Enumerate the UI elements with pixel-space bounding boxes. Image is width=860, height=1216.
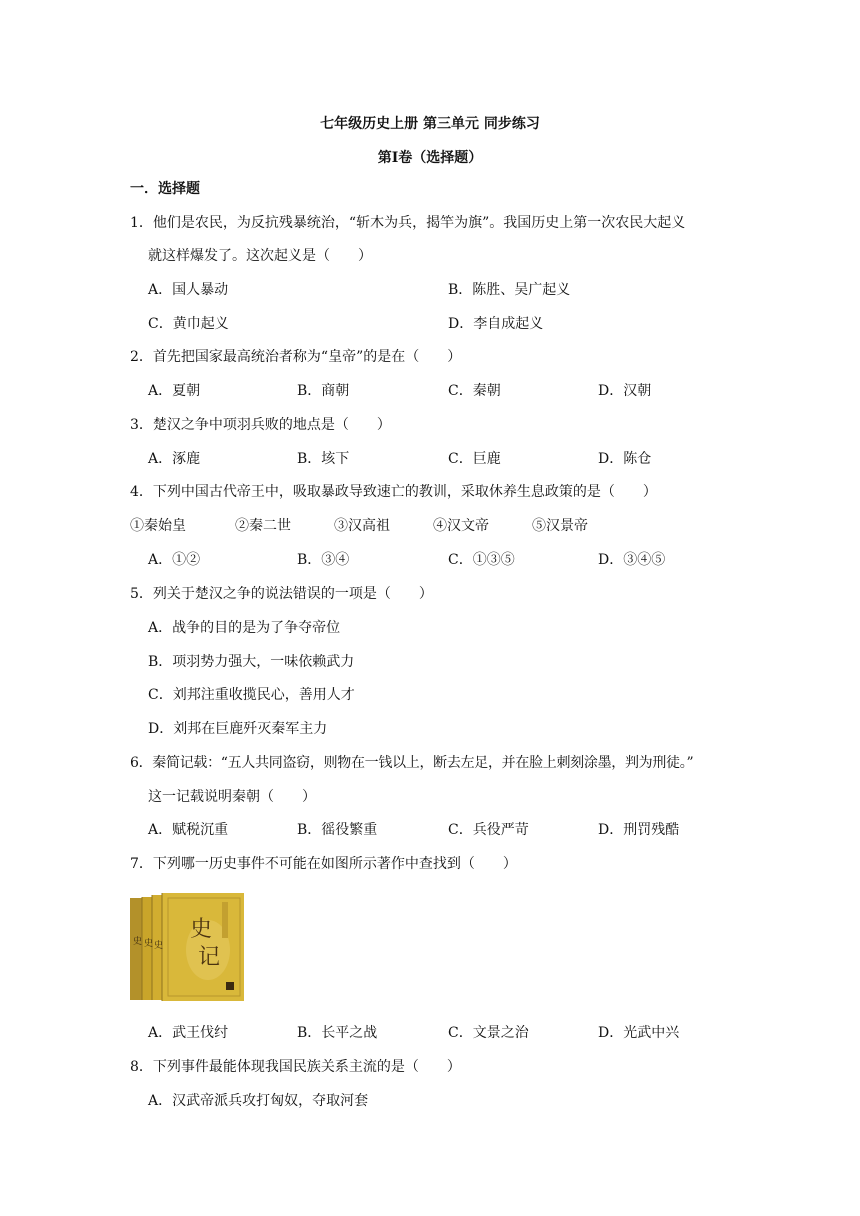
question-4-option-a[interactable]: A．①② [148, 552, 201, 568]
question-6-option-d[interactable]: D．刑罚残酷 [598, 822, 680, 838]
svg-text:史: 史 [133, 937, 143, 947]
question-7-stem: 7．下列哪一历史事件不可能在如图所示著作中查找到（ ） [130, 856, 517, 872]
volume-heading: 第Ⅰ卷（选择题） [377, 150, 483, 166]
question-4-item-2: ②秦二世 [235, 518, 291, 534]
question-4-item-5: ⑤汉景帝 [532, 518, 588, 534]
question-1-stem-cont: 就这样爆发了。这次起义是（ ） [148, 248, 372, 264]
question-5-option-d[interactable]: D．刘邦在巨鹿歼灭秦军主力 [148, 721, 328, 737]
question-2-option-a[interactable]: A．夏朝 [148, 383, 201, 399]
question-4-option-c[interactable]: C．①③⑤ [448, 552, 515, 568]
question-5-stem: 5．列关于楚汉之争的说法错误的一项是（ ） [130, 586, 433, 602]
question-7-option-b[interactable]: B．长平之战 [297, 1025, 378, 1041]
question-6-option-b[interactable]: B．徭役繁重 [297, 822, 378, 838]
question-3-option-c[interactable]: C．巨鹿 [448, 451, 501, 467]
question-6-option-c[interactable]: C．兵役严苛 [448, 822, 529, 838]
question-4-item-3: ③汉高祖 [334, 518, 390, 534]
question-6-option-a[interactable]: A．赋税沉重 [148, 822, 229, 838]
question-2-option-b[interactable]: B．商朝 [297, 383, 350, 399]
document-title: 七年级历史上册 第三单元 同步练习 [320, 116, 540, 132]
question-8-stem: 8．下列事件最能体现我国民族关系主流的是（ ） [130, 1059, 461, 1075]
question-7-option-c[interactable]: C．文景之治 [448, 1025, 529, 1041]
question-2-stem: 2．首先把国家最高统治者称为“皇帝”的是在（ ） [130, 349, 462, 365]
question-2-option-c[interactable]: C．秦朝 [448, 383, 501, 399]
question-1-option-d[interactable]: D．李自成起义 [448, 316, 544, 332]
question-1-stem: 1．他们是农民，为反抗残暴统治，“斩木为兵，揭竿为旗”。我国历史上第一次农民大起义 [130, 215, 686, 231]
question-4-item-1: ①秦始皇 [130, 518, 186, 534]
question-4-item-4: ④汉文帝 [433, 518, 489, 534]
question-5-option-c[interactable]: C．刘邦注重收揽民心，善用人才 [148, 687, 355, 703]
question-8-option-a[interactable]: A．汉武帝派兵攻打匈奴，夺取河套 [148, 1093, 369, 1109]
question-5-option-a[interactable]: A．战争的目的是为了争夺帝位 [148, 620, 341, 636]
section-heading: 一．选择题 [130, 181, 200, 197]
question-4-option-d[interactable]: D．③④⑤ [598, 552, 666, 568]
question-7-option-d[interactable]: D．光武中兴 [598, 1025, 680, 1041]
question-6-stem: 6．秦简记载：“五人共同盗窃，则物在一钱以上，断去左足，并在脸上刺刻涂墨，判为刑徒。” [130, 755, 694, 771]
question-6-stem-cont: 这一记载说明秦朝（ ） [148, 789, 316, 805]
svg-text:史: 史 [154, 941, 164, 951]
question-1-option-a[interactable]: A．国人暴动 [148, 282, 229, 298]
question-2-option-d[interactable]: D．汉朝 [598, 383, 652, 399]
question-7-option-a[interactable]: A．武王伐纣 [148, 1025, 229, 1041]
question-5-option-b[interactable]: B．项羽势力强大，一味依赖武力 [148, 654, 355, 670]
svg-text:史: 史 [144, 939, 154, 949]
question-1-option-b[interactable]: B．陈胜、吴广起义 [448, 282, 571, 298]
question-3-option-d[interactable]: D．陈仓 [598, 451, 652, 467]
shiji-books-image [130, 892, 244, 1004]
question-3-option-a[interactable]: A．涿鹿 [148, 451, 201, 467]
svg-text:史: 史 [190, 917, 213, 942]
question-3-option-b[interactable]: B．垓下 [297, 451, 350, 467]
svg-text:记: 记 [198, 945, 221, 970]
question-4-option-b[interactable]: B．③④ [297, 552, 350, 568]
question-3-stem: 3．楚汉之争中项羽兵败的地点是（ ） [130, 417, 391, 433]
question-4-stem: 4．下列中国古代帝王中，吸取暴政导致速亡的教训，采取休养生息政策的是（ ） [130, 484, 657, 500]
question-1-option-c[interactable]: C．黄巾起义 [148, 316, 229, 332]
